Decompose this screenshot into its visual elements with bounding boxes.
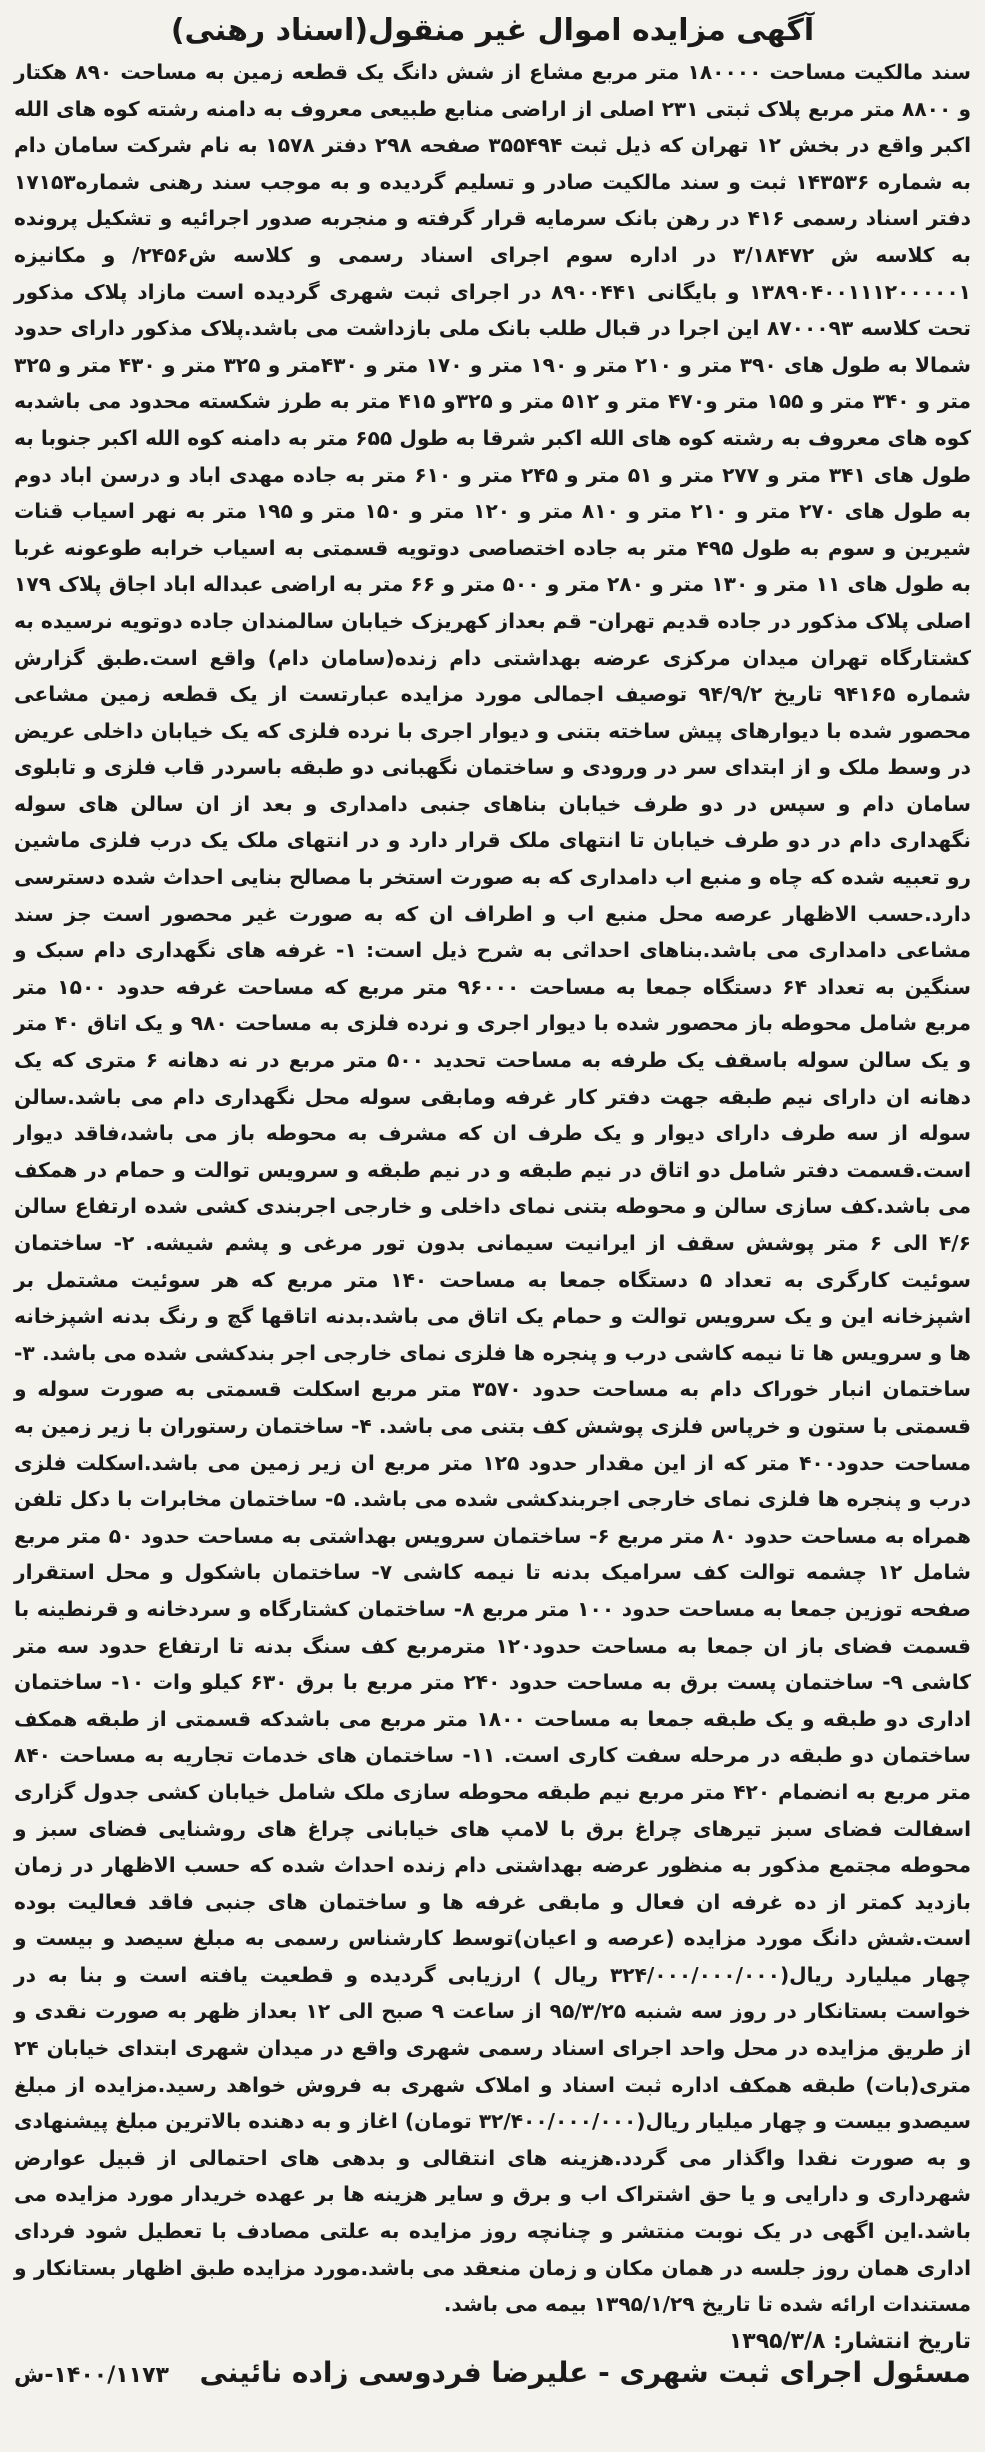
footer-signature-row (14, 2356, 971, 2389)
notice-footer (14, 2329, 971, 2389)
notice-body: سند مالکیت مساحت ۱۸۰۰۰۰ متر مربع مشاع از شش دانگ یک قطعه زمین به مساحت ۸۹۰ هکتار و ۸۸۰۰ متر مربع پلاک ثبتی ۲۳۱ اصلی از اراضی منابع طبیعی معروف به دامنه رشته کوه های الله اکبر واقع در بخش ۱۲ تهران که ذیل ثبت ۳۵۵۴۹۴ صفحه ۲۹۸ دفتر ۱۵۷۸ به نام شرکت سامان دام به شماره ۱۴۳۵۳۶ ثبت و سند مالکیت صادر و تسلیم گردیده و به موجب سند رهنی شماره۱۷۱۵۳ دفتر اسناد رسمی ۴۱۶ در رهن بانک سرمایه قرار گرفته و منجربه صدور اجرائیه و تشکیل پرونده به کلاسه ش ۳/۱۸۴۷۲ در اداره سوم اجرای اسناد رسمی و کلاسه ش۲۴۵۶/ و مکانیزه ۱۳۸۹۰۴۰۰۱۱۱۲۰۰۰۰۰۱ و بایگانی ۸۹۰۰۴۴۱ در اجرای ثبت شهری گردیده است مازاد پلاک مذکور تحت کلاسه ۸۷۰۰۰۹۳ این اجرا در قبال طلب بانک ملی بازداشت می باشد.پلاک مذکور دارای حدود شمالا به طول های ۳۹۰ متر و ۲۱۰ متر و ۱۹۰ متر و ۱۷۰ متر و ۴۳۰متر و ۳۲۵ متر و ۴۳۰ متر و ۳۲۵ متر و ۳۴۰ متر و ۱۵۵ متر و۴۷۰ متر و ۵۱۲ متر و ۳۲۵و ۴۱۵ متر به طرز شکسته محدود می باشدبه کوه های معروف به رشته کوه های الله اکبر شرقا به طول ۶۵۵ متر به دامنه کوه الله اکبر جنوبا به طول های ۳۴۱ متر و ۲۷۷ متر و ۵۱ متر و ۲۴۵ متر و ۶۱۰ متر به جاده مهدی اباد و درسن اباد دوم به طول های ۲۷۰ متر و ۲۱۰ متر و ۸۱۰ متر و ۱۲۰ متر و ۱۵۰ متر و ۱۹۵ متر به نهر اسیاب قنات شیرین و سوم به طول ۴۹۵ متر به جاده اختصاصی دوتویه قسمتی به اسیاب خرابه طوعونه غربا به طول های ۱۱ متر و ۱۳۰ متر و ۲۸۰ متر و ۵۰۰ متر و ۶۶ متر به اراضی عبداله اباد اجاق پلاک ۱۷۹ اصلی پلاک مذکور در جاده قدیم تهران- قم بعداز کهریزک خیابان سالمندان جاده دوتویه نرسیده به کشتارگاه تهران میدان مرکزی عرضه بهداشتی دام زنده(سامان دام) واقع است.طبق گزارش شماره ۹۴۱۶۵ تاریخ ۹۴/۹/۲ توصیف اجمالی مورد مزایده عبارتست از یک قطعه زمین مشاعی محصور شده با دیوارهای پیش ساخته بتنی و دیوار اجری با نرده فلزی که یک خیابان داخلی عریض در وسط ملک و از ابتدای سر در ورودی و ساختمان نگهبانی دو طبقه باسردر قاب فلزی و تابلوی سامان دام و سپس در دو طرف خیابان بناهای جنبی دامداری و بعد از ان سالن های سوله نگهداری دام در دو طرف خیابان تا انتهای ملک قرار دارد و در انتهای ملک یک درب فلزی ماشین رو تعبیه شده که چاه و منبع اب دامداری که به صورت استخر با مصالح بنایی احداث شده دسترسی دارد.حسب الاظهار عرصه محل منبع اب و اطراف ان که به صورت غیر محصور است جز سند مشاعی دامداری می باشد.بناهای احداثی به شرح ذیل است: ۱- غرفه های نگهداری دام سبک و سنگین به تعداد ۶۴ دستگاه جمعا به مساحت ۹۶۰۰۰ متر مربع که مساحت غرفه حدود ۱۵۰۰ متر مربع شامل محوطه باز محصور شده با دیوار اجری و نرده فلزی به مساحت ۹۸۰ و یک اتاق ۴۰ متر و یک سالن سوله باسقف یک طرفه به مساحت تحدید ۵۰۰ متر مربع در نه دهانه ۶ متری که یک دهانه ان دارای نیم طبقه جهت دفتر کار غرفه ومابقی سوله محل نگهداری دام می باشد.سالن سوله از سه طرف دارای دیوار و یک طرف ان که مشرف به محوطه باز می باشد،فاقد دیوار است.قسمت دفتر شامل دو اتاق در نیم طبقه و در نیم طبقه و سرویس توالت و حمام در همکف می باشد.کف سازی سالن و محوطه بتنی نمای داخلی و خارجی اجربندی کشی شده ارتفاع سالن ۴/۶ الی ۶ متر پوشش سقف از ایرانیت سیمانی بدون تور مرغی و پشم شیشه. ۲- ساختمان سوئیت کارگری به تعداد ۵ دستگاه جمعا به مساحت ۱۴۰ متر مربع که هر سوئیت مشتمل بر اشپزخانه این و یک سرویس توالت و حمام یک اتاق می باشد.بدنه اتاقها گچ و رنگ بدنه اشپزخانه ها و سرویس ها تا نیمه کاشی درب و پنجره ها فلزی نمای خارجی اجر بندکشی شده می باشد. ۳- ساختمان انبار خوراک دام به مساحت حدود ۳۵۷۰ متر مربع اسکلت قسمتی به صورت سوله و قسمتی با ستون و خرپاس فلزی پوشش کف بتنی می باشد. ۴- ساختمان رستوران با زیر زمین به مساحت حدود۴۰۰ متر که از این مقدار حدود ۱۲۵ متر مربع ان زیر زمین می باشد.اسکلت فلزی درب و پنجره ها فلزی نمای خارجی اجربندکشی شده می باشد. ۵- ساختمان مخابرات با دکل تلفن همراه به مساحت حدود ۸۰ متر مربع ۶- ساختمان سرویس بهداشتی به مساحت حدود ۵۰ متر مربع شامل ۱۲ چشمه توالت کف سرامیک بدنه تا نیمه کاشی ۷- ساختمان باشکول و محل استقرار صفحه توزین جمعا به مساحت حدود ۱۰۰ متر مربع ۸- ساختمان کشتارگاه و سردخانه و قرنطینه با قسمت فضای باز ان جمعا به مساحت حدود۱۲۰ مترمربع کف سنگ بدنه تا ارتفاع حدود سه متر کاشی ۹- ساختمان پست برق به مساحت حدود ۲۴۰ متر مربع با برق ۶۳۰ کیلو وات ۱۰- ساختمان اداری دو طبقه و یک طبقه جمعا به مساحت ۱۸۰۰ متر مربع می باشدکه قسمتی از طبقه همکف ساختمان دو طبقه در مرحله سفت کاری است. ۱۱- ساختمان های خدمات تجاریه به مساحت ۸۴۰ متر مربع به انضمام ۴۲۰ متر مربع نیم طبقه محوطه سازی ملک شامل خیابان کشی جدول گزاری اسفالت فضای سبز تیرهای چراغ برق با لامپ های خیابانی چراغ های روشنایی فضای سبز و محوطه مجتمع مذکور به منظور عرضه بهداشتی دام زنده احداث شده که حسب الاظهار در زمان بازدید کمتر از ده غرفه ان فعال و مابقی غرفه ها و ساختمان های جنبی فاقد فعالیت بوده است.شش دانگ مورد مزایده (عرصه و اعیان)توسط کارشناس رسمی به مبلغ سیصد و بیست و چهار میلیارد ریال(۳۲۴/۰۰۰/۰۰۰/۰۰۰ ریال ) ارزیابی گردیده و قطعیت یافته است و بنا به در خواست بستانکار در روز سه شنبه ۹۵/۳/۲۵ از ساعت ۹ صبح الی ۱۲ بعداز ظهر به صورت نقدی و از طریق مزایده در محل واحد اجرای اسناد رسمی شهری واقع در میدان شهری ابتدای خیابان ۲۴ متری(بات) طبقه همکف اداره ثبت اسناد و املاک شهری به فروش خواهد رسید.مزایده از مبلغ سیصدو بیست و چهار میلیار ریال(۳۲/۴۰۰/۰۰۰/۰۰۰ تومان) اغاز و به دهنده بالاترین مبلغ پیشنهادی و به صورت نقدا واگذار می گردد.هزینه های انتقالی و بدهی های احتمالی از قبیل عوارض شهرداری و دارایی و یا حق اشتراک اب و برق و سایر هزینه ها بر عهده خریدار مورد مزایده می باشد.این اگهی در یک نوبت منتشر و چنانچه روز مزایده به علتی مصادف با تعطیل شود فردای اداری همان روز جلسه در همان مکان و زمان منعقد می باشد.مورد مزایده طبق اظهار بستانکار و مستندات ارائه شده تا تاریخ ۱۳۹۵/۱/۲۹ بیمه می باشد. (14, 60, 972, 2317)
footer-date-row (14, 2329, 971, 2354)
publish-date: تاریخ انتشار: ۱۳۹۵/۳/۸ (728, 2328, 971, 2354)
notice-code: ۱۴۰۰/۱۱۷۳-ش (14, 2362, 169, 2388)
notice-title: آگهی مزایده اموال غیر منقول(اسناد رهنی) (170, 13, 815, 48)
signature: مسئول اجرای ثبت شهری - علیرضا فردوسی زاده نائینی (199, 2355, 971, 2389)
